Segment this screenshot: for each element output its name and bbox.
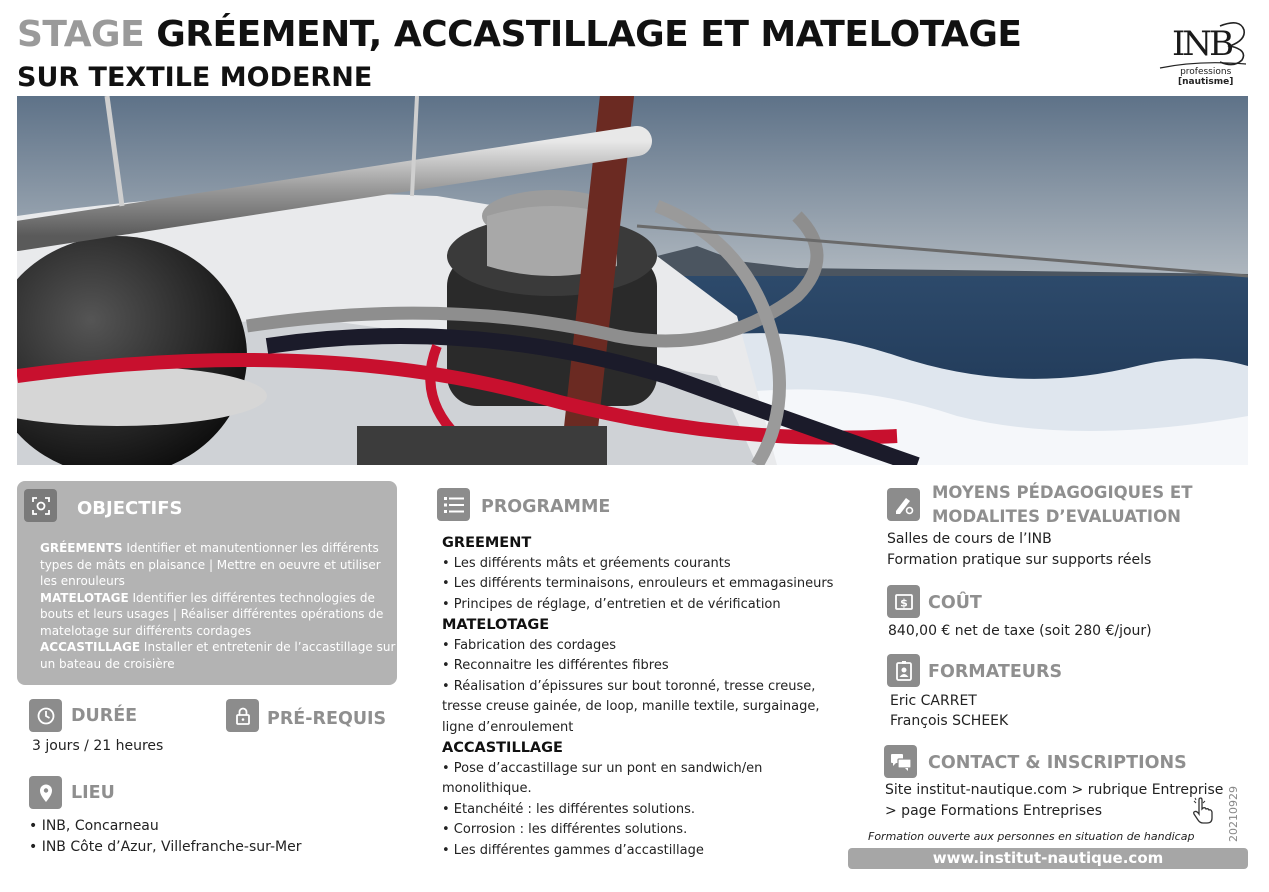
contact-line[interactable]: Site institut-nautique.com > rubrique Entreprise: [885, 782, 1224, 798]
title-main: GRÉEMENT, ACCASTILLAGE ET MATELOTAGE: [156, 14, 1022, 55]
programme-line: • Corrosion : les différentes solutions.: [442, 822, 688, 837]
programme-line: • Les différentes gammes d’accastillage: [442, 842, 704, 858]
cout-value: 840,00 € net de taxe (soit 280 €/jour): [888, 623, 1152, 639]
programme-heading: ACCASTILLAGE: [442, 740, 563, 756]
duree-value: 3 jours / 21 heures: [32, 738, 164, 754]
id-badge-icon: [887, 654, 920, 687]
duree-title: DURÉE: [71, 706, 138, 726]
lock-icon: [226, 699, 259, 732]
objectif-item: ACCASTILLAGE Installer et entretenir de l’accastillage sur un bateau de croisière: [40, 640, 396, 671]
programme-line: ligne d’enroulement: [442, 719, 574, 735]
money-icon: [887, 585, 920, 618]
clock-icon: [29, 699, 62, 732]
programme-content: [442, 533, 842, 861]
programme-line: • Les différents terminaisons, enrouleurs et emmagasineurs: [442, 576, 834, 591]
website-link[interactable]: www.institut-nautique.com: [848, 848, 1248, 869]
programme-heading: GREEMENT: [442, 535, 532, 551]
pointer-hand-icon: [1192, 797, 1214, 825]
programme-title: PROGRAMME: [481, 497, 611, 517]
contact-title: CONTACT & INSCRIPTIONS: [928, 753, 1187, 773]
objectif-item: MATELOTAGE Identifier les différentes technologies de bouts et leurs usages | Réaliser différentes opérations de matelotage sur différents cordages: [40, 590, 384, 638]
moyens-line: Salles de cours de l’INB: [887, 531, 1052, 547]
page-subtitle: SUR TEXTILE MODERNE: [17, 62, 373, 93]
handicap-note: Formation ouverte aux personnes en situation de handicap: [868, 830, 1195, 843]
programme-line: • Pose d’accastillage sur un pont en sandwich/en: [442, 760, 763, 776]
prerequis-title: PRÉ-REQUIS: [267, 709, 387, 729]
document-code: 20210929: [1227, 786, 1240, 842]
moyens-title: MOYENS PÉDAGOGIQUES ET: [932, 483, 1193, 502]
programme-line: • Principes de réglage, d’entretien et de vérification: [442, 596, 781, 612]
list-icon: [437, 488, 470, 521]
hero-photo: [17, 96, 1248, 465]
moyens-line: Formation pratique sur supports réels: [887, 552, 1152, 568]
programme-line: • Fabrication des cordages: [442, 637, 617, 653]
cout-title: COÛT: [928, 593, 982, 613]
inb-logo: [1158, 16, 1250, 88]
chat-icon: [884, 745, 917, 778]
programme-heading: MATELOTAGE: [442, 617, 550, 633]
programme-line: • Les différents mâts et gréements courants: [442, 555, 731, 571]
page-title: [17, 14, 1021, 55]
contact-line[interactable]: > page Formations Entreprises: [885, 803, 1103, 819]
formateurs-title: FORMATEURS: [928, 662, 1063, 682]
location-pin-icon: [29, 776, 62, 809]
objectifs-list: [40, 540, 396, 672]
lieu-title: LIEU: [71, 783, 115, 803]
objectif-item: GRÉEMENTS Identifier et manutentionner les différents types de mâts en plaisance | Mettre en oeuvre et utiliser les enrouleurs: [40, 541, 381, 588]
logo-subtitle: professions [nautisme]: [1178, 67, 1234, 87]
programme-line: monolithique.: [442, 781, 532, 796]
programme-line: tresse creuse gainée, de loop, manille textile, surgainage,: [442, 699, 820, 714]
lieu-item: • INB Côte d’Azur, Villefranche-sur-Mer: [29, 839, 302, 855]
programme-line: • Etanchéité : les différentes solutions.: [442, 801, 696, 817]
svg-text:$: $: [899, 596, 908, 609]
programme-line: • Reconnaitre les différentes fibres: [442, 658, 669, 673]
target-icon: [24, 489, 57, 522]
sailboat-photo: [17, 96, 1248, 465]
formateur-name: François SCHEEK: [890, 713, 1009, 729]
pen-gear-icon: [887, 488, 920, 521]
title-prefix: STAGE: [17, 14, 145, 55]
logo-letters: INB: [1172, 24, 1232, 64]
objectifs-title: OBJECTIFS: [77, 498, 183, 519]
programme-line: • Réalisation d’épissures sur bout toronné, tresse creuse,: [442, 678, 816, 694]
formateur-name: Eric CARRET: [890, 693, 977, 709]
moyens-title-2: MODALITES D’EVALUATION: [932, 507, 1181, 526]
lieu-item: • INB, Concarneau: [29, 818, 159, 834]
